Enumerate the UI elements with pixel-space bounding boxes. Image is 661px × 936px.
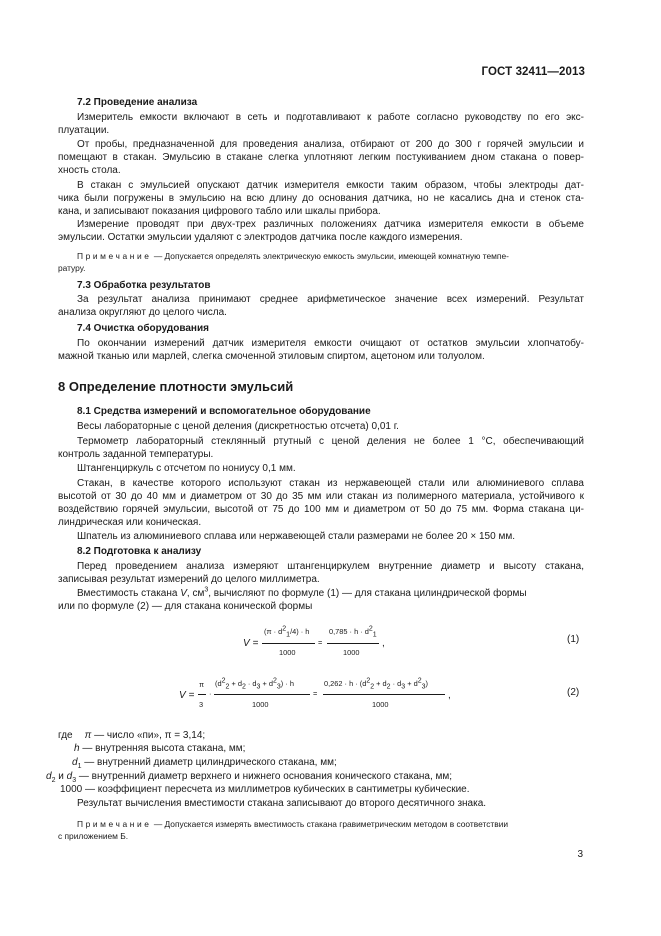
s74-p1-l2: мажной тканью или марлей, слегка смоченной этиловым спиртом, ацетоном или толуолом. bbox=[58, 351, 485, 362]
legend-text: — внутренний диаметр цилиндрического стакана, мм; bbox=[81, 757, 337, 768]
note2-l1 bbox=[77, 818, 584, 830]
formula-number-2: (2) bbox=[567, 687, 580, 698]
s81-p3: Штангенциркуль с отсчетом по нониусу 0,1 мм. bbox=[77, 463, 296, 474]
t: /4) · h bbox=[290, 627, 310, 636]
f1-lhs-text: V = bbox=[243, 638, 259, 649]
f2-fraction-bar-2 bbox=[323, 694, 445, 695]
section-7-2-title: 7.2 Проведение анализа bbox=[77, 97, 198, 108]
s72-note-l1 bbox=[77, 250, 584, 262]
t: 2 bbox=[368, 625, 373, 633]
t: 2 bbox=[386, 683, 391, 691]
legend-symbol: d bbox=[46, 771, 52, 782]
section-8-2-title: 8.2 Подготовка к анализу bbox=[77, 546, 202, 557]
standard-header: ГОСТ 32411—2013 bbox=[481, 66, 585, 78]
t: 2 bbox=[282, 625, 287, 633]
t: 2 bbox=[370, 683, 375, 691]
t: 2 bbox=[366, 677, 371, 685]
t: 1 bbox=[372, 631, 377, 639]
section-8-1-title: 8.1 Средства измерений и вспомогательное оборудование bbox=[77, 406, 371, 417]
t: 2 bbox=[225, 683, 230, 691]
legend-and: и bbox=[55, 771, 67, 782]
note2-l2: с приложением Б. bbox=[58, 831, 129, 841]
legend-text: — коэффициент пересчета из миллиметров кубических в сантиметры кубические. bbox=[82, 784, 470, 795]
f1-fraction-bar-2 bbox=[327, 643, 379, 644]
t: · d bbox=[245, 679, 257, 688]
t: 0,785 · h · d bbox=[329, 627, 369, 636]
s81-p4-l4: линдрическая или коническая. bbox=[58, 517, 202, 528]
f1-fraction-bar-1 bbox=[262, 643, 315, 644]
f2-den2: 1000 bbox=[372, 700, 389, 709]
t: + d bbox=[405, 679, 418, 688]
t: 2 bbox=[221, 677, 226, 685]
s82-p2-l1 bbox=[77, 587, 584, 600]
s72-p1-l1: Измеритель емкости включают в сеть и подготавливают к работе согласно руководству по его экс- bbox=[77, 112, 584, 123]
t: + d bbox=[229, 679, 242, 688]
f2-fraction-bar-1 bbox=[214, 694, 310, 695]
legend-row-h bbox=[74, 742, 600, 755]
text: , см bbox=[186, 588, 205, 599]
f2-den1: 1000 bbox=[252, 700, 269, 709]
legend-symbol: 1000 bbox=[60, 784, 83, 795]
f2-dot: · bbox=[209, 689, 212, 698]
s72-p3-l1: В стакан с эмульсией опускают датчик измерителя емкости таким образом, чтобы электроды дат- bbox=[77, 180, 584, 191]
f1-num2 bbox=[329, 627, 377, 637]
s81-p2-l2: контроль заданной температуры. bbox=[58, 449, 214, 460]
f1-eq: = bbox=[318, 638, 323, 647]
s81-p5: Шпатель из алюминиевого сплава или нержавеющей стали размерами не более 20 × 150 мм. bbox=[77, 531, 515, 542]
s81-p4-l2: высотой от 30 до 40 мм и диаметром от 30 до 35 мм или стакан из полимерного материала, устойчивого к bbox=[58, 491, 584, 502]
f2-lhs bbox=[179, 690, 194, 702]
t: 3 bbox=[256, 683, 261, 691]
s73-p1-l2: анализа округляют до целого числа. bbox=[58, 307, 227, 318]
legend-symbol: h bbox=[74, 743, 80, 754]
f1-num1 bbox=[264, 627, 309, 637]
legend-subscript: 1 bbox=[77, 763, 82, 770]
f1-den2: 1000 bbox=[343, 648, 360, 657]
f2-num1 bbox=[215, 679, 294, 689]
legend-row-d2-d3 bbox=[46, 770, 572, 783]
t: 3 bbox=[421, 683, 426, 691]
t: 2 bbox=[241, 683, 246, 691]
s82-p1-l1: Перед проведением анализа измеряют штангенциркулем внутренние диаметр и высоту стакана, bbox=[77, 561, 584, 572]
legend-text: — число «пи», π = 3,14; bbox=[91, 730, 206, 741]
f1-tail: , bbox=[382, 638, 385, 649]
legend-text: — внутренняя высота стакана, мм; bbox=[79, 743, 246, 754]
s81-p4-l3: воздействию горячей эмульсии, высотой от 75 до 100 мм и диаметром от 50 до 75 мм. Форма стакана ци- bbox=[58, 504, 584, 515]
s72-p2-l3: хность стола. bbox=[58, 165, 121, 176]
f2-three: 3 bbox=[199, 700, 204, 709]
t: (π · d bbox=[264, 627, 283, 636]
t: (d bbox=[215, 679, 222, 688]
page-number: 3 bbox=[577, 849, 583, 860]
s72-p3-l3: кана, и записывают показания цифрового табло или шкалы прибора. bbox=[58, 206, 381, 217]
where-label: где bbox=[58, 730, 73, 741]
f2-tail: , bbox=[448, 690, 451, 701]
note-label: Примечание bbox=[77, 819, 152, 829]
s72-p4-l1: Измерение проводят при двух-трех различных положениях датчика измерителя емкости в объеме bbox=[77, 219, 584, 230]
s81-p2-l1: Термометр лабораторный стеклянный ртутный с ценой деления не более 1 °С, обеспечивающий bbox=[77, 436, 584, 447]
text: Вместимость стакана bbox=[77, 588, 181, 599]
t: · d bbox=[390, 679, 402, 688]
section-7-4-title: 7.4 Очистка оборудования bbox=[77, 323, 209, 334]
f2-pi: π bbox=[199, 680, 205, 689]
t: 1 bbox=[286, 631, 291, 639]
t: V = bbox=[179, 690, 195, 701]
legend-row-d1 bbox=[72, 756, 598, 769]
t: ) bbox=[425, 679, 428, 688]
t: 3 bbox=[276, 683, 281, 691]
s74-p1-l1: По окончании измерений датчик измерителя емкости очищают от остатков эмульсии хлопчатобу- bbox=[77, 338, 584, 349]
s82-p2-l2: или по формуле (2) — для стакана конической формы bbox=[58, 601, 313, 612]
s72-note-l2: ратуру. bbox=[58, 263, 86, 273]
legend-row-1000 bbox=[60, 783, 586, 796]
volume-symbol: V bbox=[180, 588, 187, 599]
legend-row-pi bbox=[58, 729, 584, 742]
f2-fraction-bar-pi bbox=[198, 694, 206, 695]
s72-p2-l1: От пробы, предназначенной для проведения анализа, отбирают от 200 до 300 г горячей эмульсии и bbox=[77, 139, 584, 150]
s81-p1: Весы лабораторные с ценой деления (дискретностью отсчета) 0,01 г. bbox=[77, 421, 399, 432]
legend-text: — внутренний диаметр верхнего и нижнего основания конического стакана, мм; bbox=[76, 771, 453, 782]
section-8-title: 8 Определение плотности эмульсий bbox=[58, 379, 294, 394]
legend-subscript: 2 bbox=[51, 777, 56, 784]
text: , вычисляют по формуле (1) — для стакана цилиндрической формы bbox=[208, 588, 527, 599]
f1-den1: 1000 bbox=[279, 648, 296, 657]
s72-p2-l2: помещают в стакан. Эмульсию в стакане слегка уплотняют легким постукиванием дном стакана о повер- bbox=[58, 152, 584, 163]
note-label: Примечание bbox=[77, 251, 152, 261]
note-text: — Допускается определять электрическую емкость эмульсии, имеющей комнатную темпе- bbox=[153, 251, 509, 261]
f1-lhs bbox=[243, 638, 258, 650]
t: + d bbox=[374, 679, 387, 688]
t: 2 bbox=[417, 677, 422, 685]
legend-symbol: d bbox=[66, 771, 73, 782]
t: 0,262 · h · (d bbox=[324, 679, 367, 688]
legend-symbol: π bbox=[84, 730, 92, 741]
formula-number-1: (1) bbox=[567, 634, 580, 645]
s73-p1-l1: За результат анализа принимают среднее арифметическое значение всех измерений. Результат bbox=[77, 294, 584, 305]
f2-num2 bbox=[324, 679, 428, 689]
s72-p3-l2: чика были погружены в эмульсию на всю длину до основания датчика, но не касались дна и стенок ста- bbox=[58, 193, 584, 204]
t: 2 bbox=[272, 677, 277, 685]
t: 3 bbox=[401, 683, 406, 691]
superscript: 3 bbox=[204, 586, 209, 594]
section-7-3-title: 7.3 Обработка результатов bbox=[77, 280, 211, 291]
note-text: — Допускается измерять вместимость стакана гравиметрическим методом в соответствии bbox=[153, 819, 509, 829]
s72-p4-l2: эмульсии. Остатки эмульсии удаляют с электродов датчика после каждого измерения. bbox=[58, 232, 463, 243]
s72-p1-l2: плуатации. bbox=[58, 125, 110, 136]
s81-p4-l1: Стакан, в качестве которого используют стакан из нержавеющей стали или алюминиевого сплава bbox=[77, 478, 584, 489]
legend-symbol: d bbox=[72, 757, 78, 768]
result-precision-note: Результат вычисления вместимости стакана записывают до второго десятичного знака. bbox=[77, 798, 487, 809]
s82-p1-l2: записывая результат измерений до целого миллиметра. bbox=[58, 574, 320, 585]
t: ) · h bbox=[280, 679, 294, 688]
legend-subscript: 3 bbox=[72, 777, 77, 784]
f2-eq: = bbox=[313, 689, 318, 698]
t: + d bbox=[260, 679, 273, 688]
